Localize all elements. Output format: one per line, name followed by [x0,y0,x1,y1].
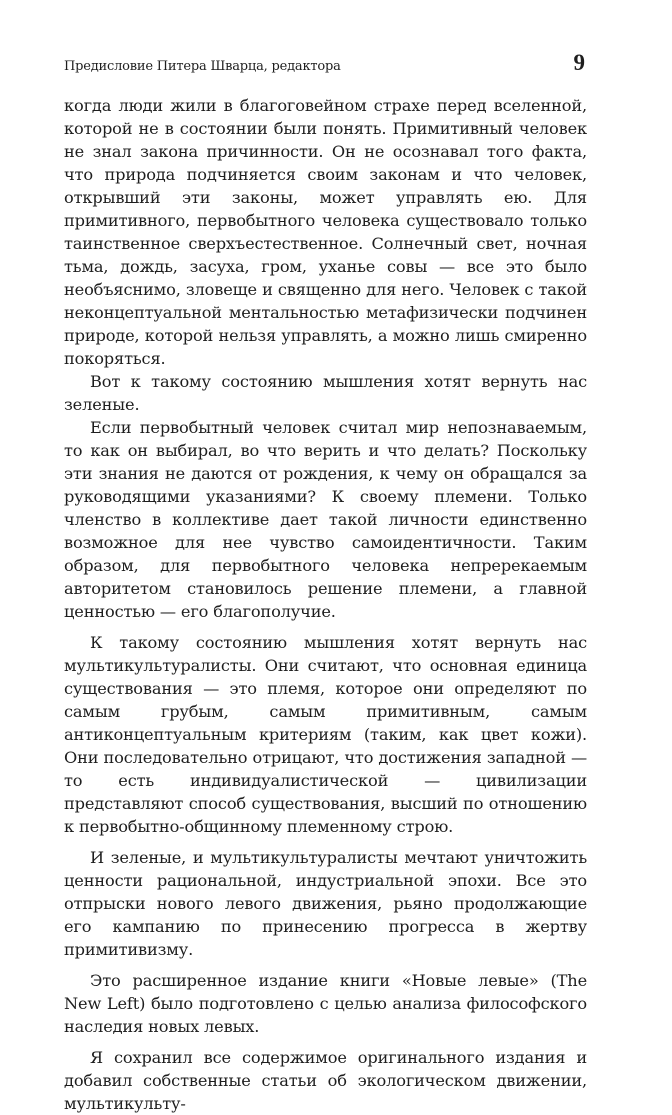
paragraph: когда люди жили в благоговейном страхе перед вселенной, которой не в состоянии были понять. Примитивный человек не знал закона причинности. Он не осознавал того факта, что природа подчиняется своим законам и что человек, открывший эти законы, может управлять ею. Для примитивного, первобытного человека существовало только таинственное сверхъестественное. Солнечный свет, ночная тьма, дождь, засуха, гром, уханье совы — все это было необъяснимо, зловеще и священно для него. Человек с такой неконцептуальной ментальностью метафизически подчинен природе, которой нельзя управлять, а можно лишь смиренно покоряться. [64,96,587,368]
paragraph: Я сохранил все содержимое оригинального издания и добавил собственные статьи об экологическом движении, мультикульту- [64,1048,587,1113]
paragraph: К такому состоянию мышления хотят вернуть нас мультикультуралисты. Они считают, что основная единица существования — это племя, которое они определяют по самым грубым, самым примитивным, самым антиконцептуальным критериям (таким, как цвет кожи). Они последовательно отрицают, что достижения западной — то есть индивидуалистической — цивилизации представляют способ существования, высший по отношению к первобытно-общинному племенному строю. [64,633,587,836]
running-head: Предисловие Питера Шварца, редактора [64,59,341,74]
body-text [64,94,587,1115]
paragraph: Это расширенное издание книги «Новые левые» (The New Left) было подготовлено с целью анализа философского наследия новых левых. [64,971,587,1036]
paragraph: И зеленые, и мультикультуралисты мечтают уничтожить ценности рациональной, индустриальной эпохи. Все это отпрыски нового левого движения, рьяно продолжающие его кампанию по принесению прогресса в жертву примитивизму. [64,848,587,959]
paragraph: Если первобытный человек считал мир непознаваемым, то как он выбирал, во что верить и что делать? Поскольку эти знания не даются от рождения, к чему он обращался за руководящими указаниями? К своему племени. Только членство в коллективе дает такой личности единственно возможное для нее чувство самоидентичности. Таким образом, для первобытного человека непререкаемым авторитетом становилось решение племени, а главной ценностью — его благополучие. [64,418,587,621]
page-header [64,50,585,80]
paragraph: Вот к такому состоянию мышления хотят вернуть нас зеленые. [64,372,587,414]
page-number: 9 [573,50,585,75]
